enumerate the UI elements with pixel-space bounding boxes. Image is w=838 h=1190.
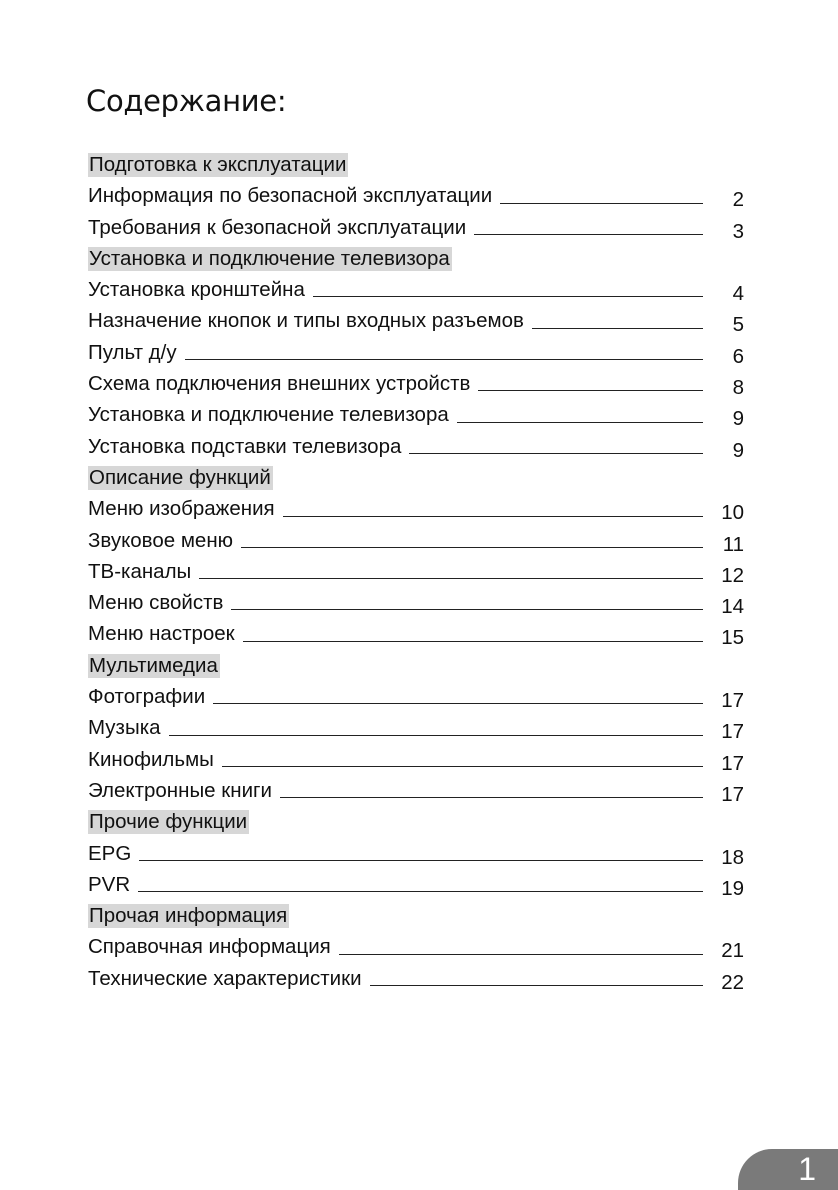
toc-leader-line [169,734,703,736]
toc-leader-line [283,515,703,517]
toc-entry-label: Меню настроек [88,622,235,646]
toc-entry-label: Меню свойств [88,591,224,615]
toc-leader-line [313,295,703,297]
toc-entry[interactable] [88,368,748,399]
toc-entry-page: 17 [721,751,744,775]
toc-entry[interactable] [88,869,748,900]
toc-entry-label: Технические характеристики [88,966,362,990]
toc-entry[interactable] [88,712,748,743]
toc-entry[interactable] [88,525,748,556]
toc-entry[interactable] [88,618,748,649]
toc-entry-label: EPG [88,841,132,865]
toc-leader-line [199,577,703,579]
toc-entry[interactable] [88,212,748,243]
toc-leader-line [280,796,703,798]
toc-entry-label: Установка кронштейна [88,278,305,302]
toc-entry-page: 6 [732,344,744,368]
page-number: 1 [798,1151,816,1187]
toc-entry-page: 14 [721,595,744,619]
toc-entry-label: Меню изображения [88,497,275,521]
toc-leader-line [370,984,703,986]
toc-entry-page: 19 [721,876,744,900]
toc-entry-label: Установка подставки телевизора [88,434,402,458]
toc-entry[interactable] [88,180,748,211]
toc-entry-page: 12 [721,563,744,587]
toc-section [88,462,748,493]
toc-entry-page: 21 [721,939,744,963]
toc-leader-line [241,546,703,548]
toc-entry-label: Установка и подключение телевизора [88,403,449,427]
toc-entry-label: Информация по безопасной эксплуатации [88,184,493,208]
toc-entry[interactable] [88,963,748,994]
toc-entry[interactable] [88,931,748,962]
toc-section [88,243,748,274]
toc-leader-line [409,452,703,454]
toc-section-title: Мультимедиа [89,653,218,677]
toc-section [88,650,748,681]
page-number-tab [738,1149,838,1190]
toc-entry-page: 4 [732,282,744,306]
toc-entry-label: Музыка [88,716,161,740]
toc-entry[interactable] [88,587,748,618]
toc-entry-page: 22 [721,970,744,994]
toc-entry-page: 10 [721,501,744,525]
toc-entry[interactable] [88,399,748,430]
toc-entry-page: 3 [732,219,744,243]
toc-entry-label: Справочная информация [88,935,331,959]
toc-section-title: Подготовка к эксплуатации [89,153,347,176]
toc-entry[interactable] [88,431,748,462]
toc-entry-page: 9 [732,407,744,431]
toc-leader-line [138,890,703,892]
page-title: Содержание: [86,84,287,118]
toc-section [88,149,748,180]
toc-entry[interactable] [88,744,748,775]
toc-entry-label: Кинофильмы [88,747,214,771]
toc-entry-label: Назначение кнопок и типы входных разъемов [88,309,524,333]
toc-entry-label: PVR [88,872,131,896]
toc-entry-page: 17 [721,782,744,806]
toc-entry[interactable] [88,838,748,869]
toc-entry-label: Требования к безопасной эксплуатации [88,215,467,239]
table-of-contents [88,149,748,994]
toc-entry-label: ТВ-каналы [88,559,192,583]
toc-section [88,806,748,837]
toc-entry-page: 2 [732,188,744,212]
toc-entry[interactable] [88,274,748,305]
toc-leader-line [243,640,703,642]
toc-entry-page: 9 [732,438,744,462]
toc-leader-line [231,608,703,610]
toc-entry-page: 11 [722,532,744,556]
toc-leader-line [339,953,703,955]
toc-entry-page: 17 [721,720,744,744]
toc-entry-page: 8 [732,376,744,400]
toc-leader-line [139,859,703,861]
toc-entry-label: Схема подключения внешних устройств [88,372,471,396]
toc-leader-line [532,327,703,329]
toc-section-title: Прочая информация [89,904,288,928]
toc-leader-line [474,233,703,235]
toc-entry[interactable] [88,681,748,712]
toc-entry[interactable] [88,493,748,524]
toc-entry-page: 17 [721,689,744,713]
toc-leader-line [457,421,703,423]
toc-section [88,900,748,931]
toc-entry-label: Электронные книги [88,778,272,802]
toc-entry[interactable] [88,775,748,806]
toc-section-title: Описание функций [89,465,271,489]
toc-entry-page: 5 [732,313,744,337]
toc-leader-line [500,202,703,204]
toc-leader-line [222,765,703,767]
toc-entry[interactable] [88,556,748,587]
toc-entry-label: Пульт д/у [88,340,177,364]
toc-entry-label: Фотографии [88,685,206,709]
toc-entry[interactable] [88,305,748,336]
toc-entry[interactable] [88,337,748,368]
toc-entry-page: 18 [721,845,744,869]
toc-section-title: Прочие функции [89,810,248,834]
toc-entry-page: 15 [721,626,744,650]
toc-leader-line [478,389,703,391]
toc-entry-label: Звуковое меню [88,528,234,552]
toc-section-title: Установка и подключение телевизора [89,246,450,270]
toc-leader-line [185,358,703,360]
toc-leader-line [213,702,703,704]
